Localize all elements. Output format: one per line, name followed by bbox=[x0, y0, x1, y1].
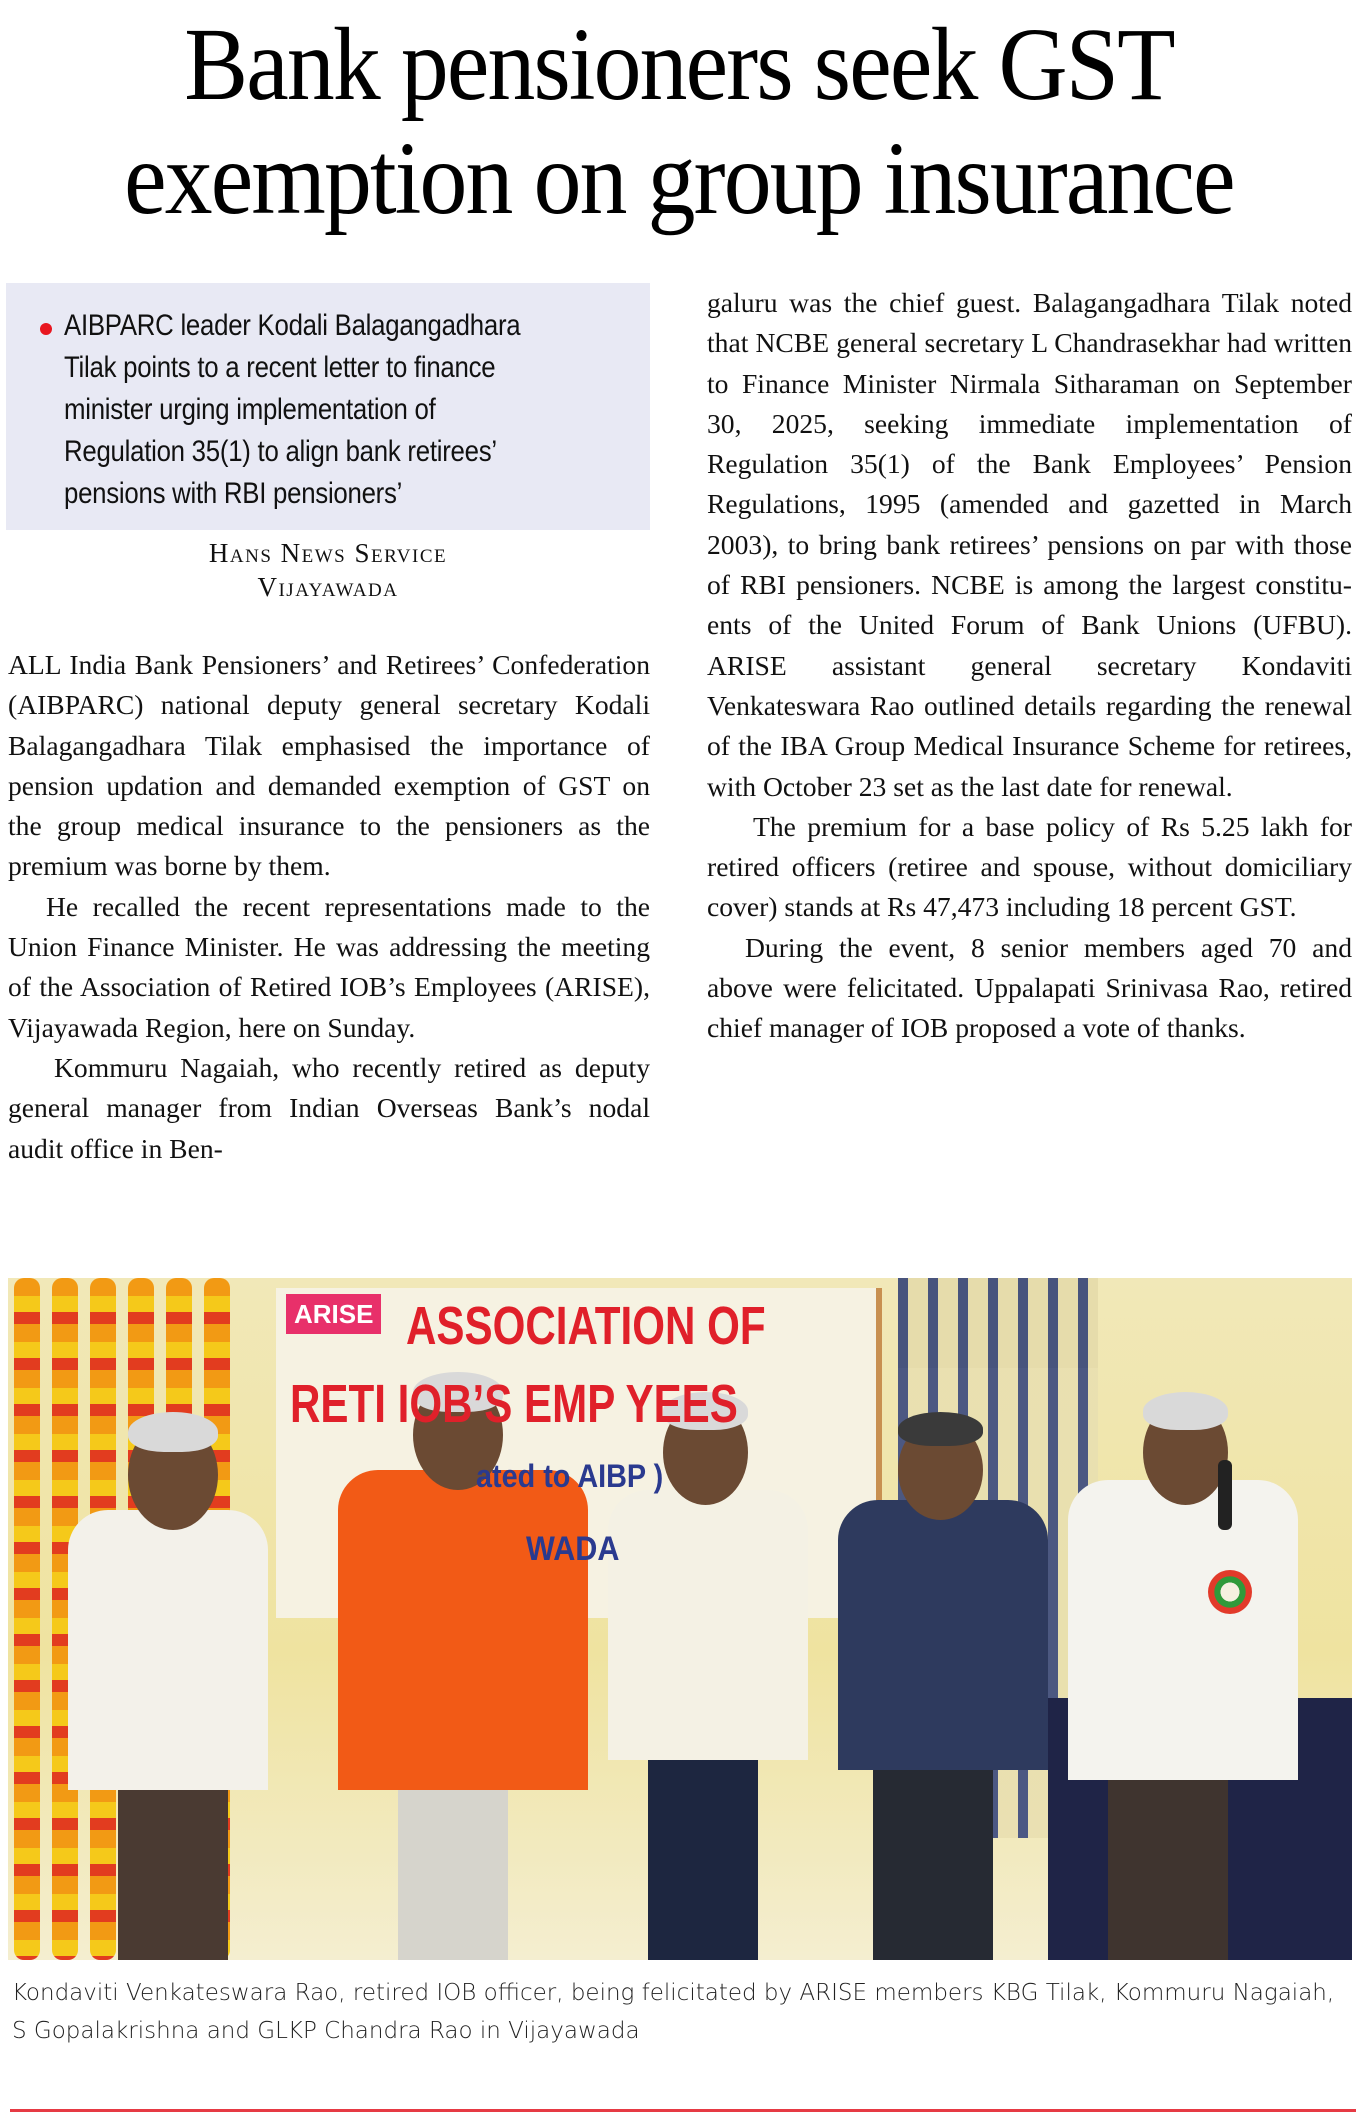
headline-line-1: Bank pensioners seek GST bbox=[184, 7, 1174, 122]
body-paragraph: The premium for a base policy of Rs 5.25 lakh for retired officers (retiree and spouse, without domiciliary cover) stands at Rs 47,473 including 18 percent GST. bbox=[707, 810, 1352, 923]
person-4 bbox=[838, 1390, 1048, 1960]
bottom-rule bbox=[10, 2109, 1356, 2112]
banner-line-1: ASSOCIATION OF bbox=[406, 1296, 766, 1356]
headline bbox=[54, 8, 1303, 236]
byline-agency: Hans News Service bbox=[208, 538, 448, 568]
banner-line-4: WADA bbox=[526, 1530, 620, 1568]
banner-tag: ARISE bbox=[286, 1294, 381, 1334]
event-photo bbox=[8, 1278, 1352, 1960]
body-paragraph: Kommuru Nagaiah, who recently retired as deputy general manager from Indian Overseas Bank’s nodal audit office in Ben- bbox=[8, 1051, 650, 1164]
body-column-right bbox=[707, 283, 1352, 1049]
person-5 bbox=[1068, 1370, 1298, 1960]
banner-line-2: RETI IOB’S EMP YEES bbox=[290, 1374, 738, 1434]
body-paragraph: galuru was the chief guest. Balagangadhara Tilak noted that NCBE general secretary L Chandrasekhar had written to Finance Minister Nirmala Sitharaman on September 30, 2025, seeking immediate implementation of Regulation 35(1) of the Bank Employees’ Pension Regulations, 1995 (amended and gazetted in March 2003), to bring bank retirees’ pensions on par with those of RBI pensioners. NCBE is among the largest constituents of the United Forum of Bank Unions (UFBU). ARISE assistant general secretary Kondaviti Venkateswara Rao outlined details regarding the renewal of the IBA Group Medical Insurance Scheme for retirees, with October 23 set as the last date for renewal. bbox=[707, 287, 1352, 802]
microphone-icon bbox=[1218, 1460, 1232, 1530]
person-1 bbox=[48, 1400, 288, 1960]
banner-line-3: ated to AIBP ) bbox=[476, 1458, 664, 1494]
rosette-badge-icon bbox=[1208, 1570, 1252, 1614]
byline bbox=[6, 536, 650, 604]
headline-line-2: exemption on group insurance bbox=[124, 121, 1234, 236]
bullet-dot-icon bbox=[40, 323, 52, 335]
byline-place: Vijayawada bbox=[257, 572, 399, 602]
flower-garland bbox=[14, 1278, 40, 1960]
subhead-text: AIBPARC leader Kodali Balagangadhara Tilak points to a recent letter to finance minister urging implementation of Regulation 35(1) to align bank retirees’ pensions with RBI pensioners’ bbox=[64, 309, 521, 510]
body-paragraph: ALL India Bank Pensioners’ and Retirees’ Confederation (AIBPARC) national deputy general secretary Kodali Balagangadhara Tilak emphasised the importance of pension updation and demanded exemption of GST on the group medical insurance to the pensioners as the premium was borne by them. bbox=[8, 649, 650, 882]
body-paragraph: During the event, 8 senior members aged 70 and above were felicitated. Uppalapati Srinivasa Rao, retired chief manager of IOB proposed a vote of thanks. bbox=[707, 931, 1352, 1044]
person-2 bbox=[328, 1350, 588, 1960]
body-column-left bbox=[8, 645, 650, 1169]
subhead-box bbox=[6, 283, 650, 530]
person-3 bbox=[608, 1370, 808, 1960]
subhead-bullet-item bbox=[40, 305, 630, 515]
photo-caption: Kondaviti Venkateswara Rao, retired IOB officer, being felicitated by ARISE members KBG Tilak, Kommuru Nagaiah, S Gopalakrishna and GLKP Chandra Rao in Vijayawada bbox=[12, 1980, 1335, 2044]
body-paragraph: He recalled the recent representations made to the Union Finance Minister. He was addressing the meeting of the Association of Retired IOB’s Employees (ARISE), Vijayawada Region, here on Sunday. bbox=[8, 890, 650, 1043]
